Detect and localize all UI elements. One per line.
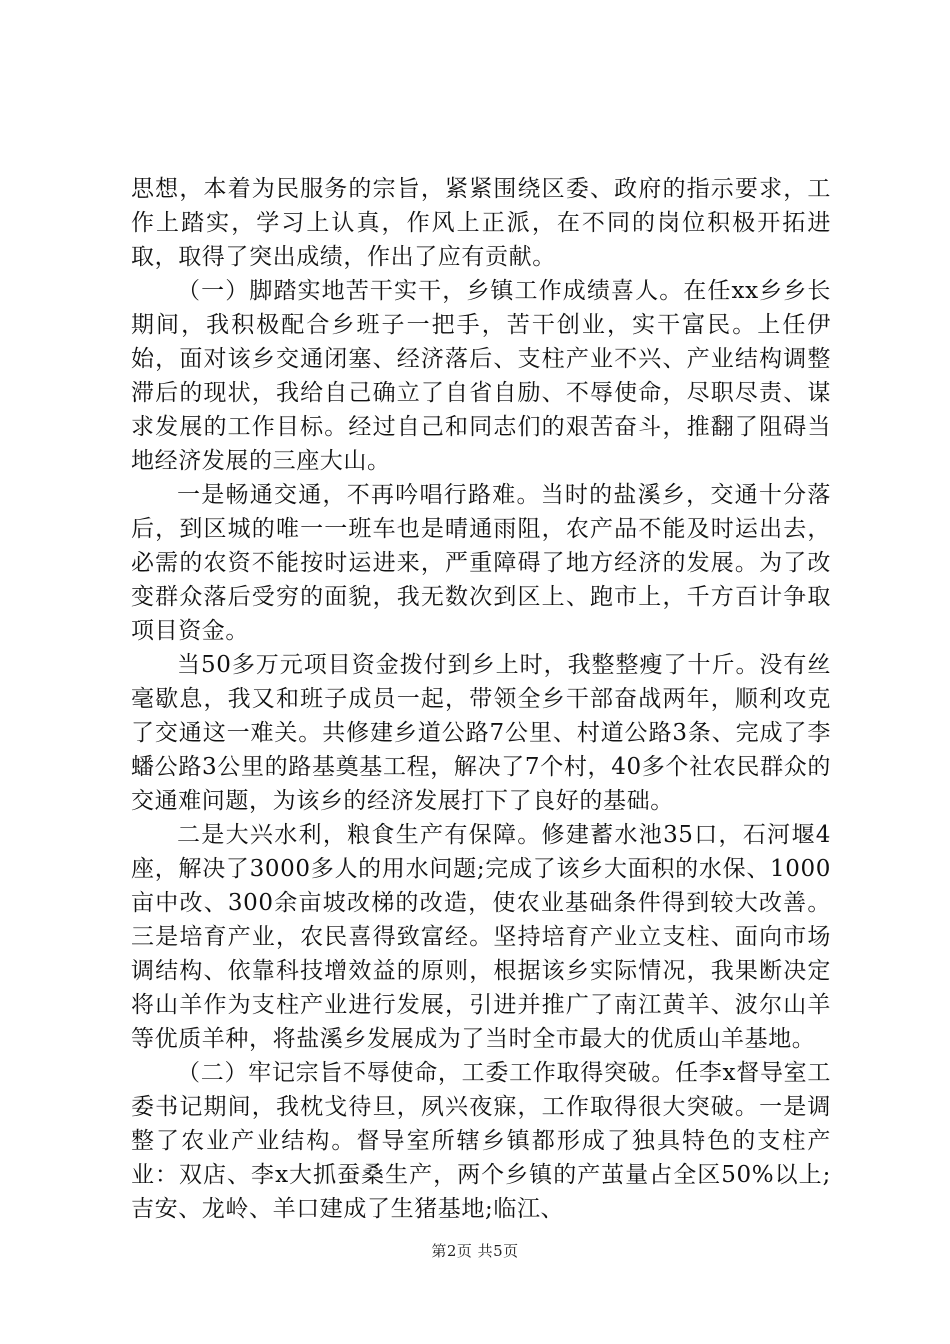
paragraph-5: 二是大兴水利，粮食生产有保障。修建蓄水池35口，石河堰4座，解决了3000多人的用水问题;完成了该乡大面积的水保、1000亩中改、300余亩坡改梯的改造，使农业基础条件得到较大改善。三是培育产业，农民喜得致富经。坚持培育产业立支柱、面向市场调结构、依靠科技增效益的原则，根据该乡实际情况，我果断决定将山羊作为支柱产业进行发展，引进并推广了南江黄羊、波尔山羊等优质羊种，将盐溪乡发展成为了当时全市最大的优质山羊基地。: [131, 822, 831, 1052]
page-number-footer: 第2页 共5页: [431, 1242, 519, 1260]
paragraph-2: （一）脚踏实地苦干实干，乡镇工作成绩喜人。在任xx乡乡长期间，我积极配合乡班子一把手，苦干创业，实干富民。上任伊始，面对该乡交通闭塞、经济落后、支柱产业不兴、产业结构调整滞后的现状，我给自己确立了自省自励、不辱使命，尽职尽责、谋求发展的工作目标。经过自己和同志们的艰苦奋斗，推翻了阻碍当地经济发展的三座大山。: [131, 278, 831, 474]
paragraph-4: 当50多万元项目资金拨付到乡上时，我整整瘦了十斤。没有丝毫歇息，我又和班子成员一起，带领全乡干部奋战两年，顺利攻克了交通这一难关。共修建乡道公路7公里、村道公路3条、完成了李蟠公路3公里的路基奠基工程，解决了7个村，40多个社农民群众的交通难问题，为该乡的经济发展打下了良好的基础。: [131, 652, 831, 814]
paragraph-6: （二）牢记宗旨不辱使命，工委工作取得突破。任李x督导室工委书记期间，我枕戈待旦，夙兴夜寐，工作取得很大突破。一是调整了农业产业结构。督导室所辖乡镇都形成了独具特色的支柱产业：双店、李x大抓蚕桑生产，两个乡镇的产茧量占全区50%以上;吉安、龙岭、羊口建成了生猪基地;临江、: [131, 1060, 831, 1222]
document-body: [131, 172, 831, 1226]
paragraph-1: 思想，本着为民服务的宗旨，紧紧围绕区委、政府的指示要求，工作上踏实，学习上认真，作风上正派，在不同的岗位积极开拓进取，取得了突出成绩，作出了应有贡献。: [131, 176, 831, 270]
paragraph-3: 一是畅通交通，不再吟唱行路难。当时的盐溪乡，交通十分落后，到区城的唯一一班车也是晴通雨阻，农产品不能及时运出去，必需的农资不能按时运进来，严重障碍了地方经济的发展。为了改变群众落后受穷的面貌，我无数次到区上、跑市上，千方百计争取项目资金。: [131, 482, 831, 644]
